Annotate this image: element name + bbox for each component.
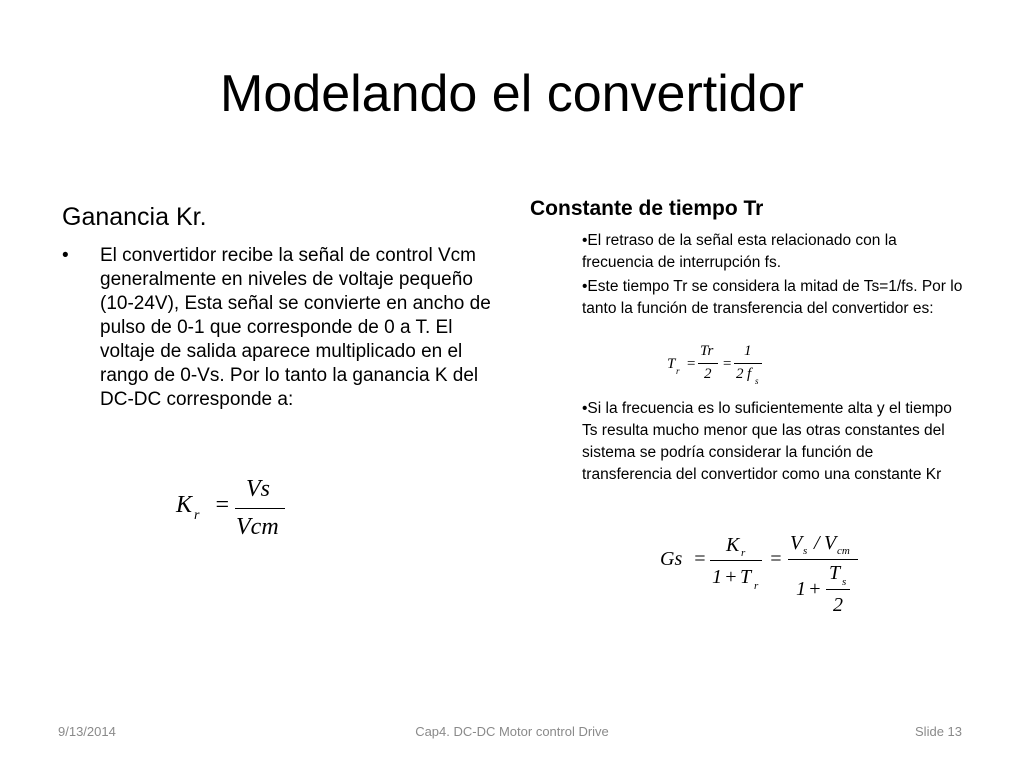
gs-frac1-num-sub: r bbox=[741, 547, 746, 559]
tr-equals-1: = bbox=[686, 356, 697, 372]
right-column bbox=[530, 194, 970, 224]
gs-frac2-num-v2: V bbox=[824, 532, 837, 554]
right-bullet-2: •Este tiempo Tr se considera la mitad de Ts=1/fs. Por lo tanto la función de transferencia del convertidor es: bbox=[582, 278, 963, 317]
footer-center-text: Cap4. DC-DC Motor control Drive bbox=[415, 724, 609, 739]
gs-lhs: Gs bbox=[660, 548, 683, 570]
tr-frac2-den-sub: s bbox=[755, 376, 759, 386]
gs-frac2-den-plus: + bbox=[808, 578, 822, 600]
tr-frac1-den: 2 bbox=[704, 366, 712, 382]
kr-numerator: Vs bbox=[246, 476, 270, 502]
left-column bbox=[62, 200, 502, 412]
tr-lhs-sub: r bbox=[676, 366, 680, 376]
gs-frac1-den-plus: + bbox=[724, 566, 738, 588]
tr-frac2-den-symbol: f bbox=[747, 366, 752, 382]
left-heading: Ganancia Kr. bbox=[62, 203, 207, 231]
footer-date: 9/13/2014 bbox=[58, 724, 116, 739]
gs-frac2-num-v2-sub: cm bbox=[837, 545, 850, 557]
tr-equals-2: = bbox=[722, 356, 733, 372]
tr-frac1-num: Tr bbox=[700, 343, 714, 359]
kr-equals: = bbox=[214, 492, 231, 518]
gs-frac2-den-inner-den: 2 bbox=[833, 594, 843, 616]
slide-title: Modelando el convertidor bbox=[220, 65, 804, 123]
kr-lhs-sub: r bbox=[194, 508, 200, 523]
gs-frac1-den-one: 1 bbox=[712, 566, 722, 588]
kr-lhs-symbol: K bbox=[176, 492, 193, 518]
left-bullet-text: El convertidor recibe la señal de control Vcm generalmente en niveles de voltaje pequeño (10-24V), Esta señal se convierte en ancho de pulso de 0-1 que corresponde de 0 a T. El voltaje de salida aparece multiplicado en el rango de 0-Vs. Por lo tanto la ganancia K del DC-DC corresponde a: bbox=[100, 245, 491, 410]
right-heading: Constante de tiempo Tr bbox=[530, 197, 764, 220]
tr-frac2-bar bbox=[734, 363, 762, 364]
gs-frac2-num-v1-sub: s bbox=[803, 545, 808, 557]
gs-frac1-den-sub: r bbox=[754, 580, 759, 592]
gs-frac2-den-inner-num: T bbox=[829, 562, 841, 584]
bullet-marker: • bbox=[62, 245, 69, 266]
gs-frac2-num-slash: / bbox=[814, 532, 820, 554]
tr-frac2-den-coef: 2 bbox=[736, 366, 744, 382]
gs-frac2-den-one: 1 bbox=[796, 578, 806, 600]
tr-frac2-num: 1 bbox=[744, 343, 752, 359]
gs-frac1-bar bbox=[710, 560, 762, 561]
gs-frac2-bar bbox=[788, 559, 858, 560]
tr-frac1-bar bbox=[698, 363, 718, 364]
tr-lhs-symbol: T bbox=[667, 356, 676, 372]
right-bullet-3: •Si la frecuencia es lo suficientemente alta y el tiempo Ts resulta mucho menor que las otras constantes del sistema se podría considerar la función de transferencia del convertidor como una constante Kr bbox=[582, 400, 952, 483]
gs-frac1-den-symbol: T bbox=[740, 566, 752, 588]
gs-frac2-den-inner-bar bbox=[826, 589, 850, 590]
left-bullet bbox=[62, 244, 502, 412]
gs-equals-2: = bbox=[769, 548, 783, 570]
right-bullet-1: •El retraso de la señal esta relacionado con la frecuencia de interrupción fs. bbox=[582, 232, 897, 271]
gs-equals-1: = bbox=[693, 548, 707, 570]
kr-denominator: Vcm bbox=[236, 514, 279, 540]
gs-frac1-num-symbol: K bbox=[726, 534, 740, 556]
footer-slide-number: Slide 13 bbox=[915, 724, 962, 739]
gs-frac2-den-inner-num-sub: s bbox=[842, 576, 847, 588]
gs-frac2-num-v1: V bbox=[790, 532, 803, 554]
kr-fraction-bar bbox=[235, 508, 285, 509]
